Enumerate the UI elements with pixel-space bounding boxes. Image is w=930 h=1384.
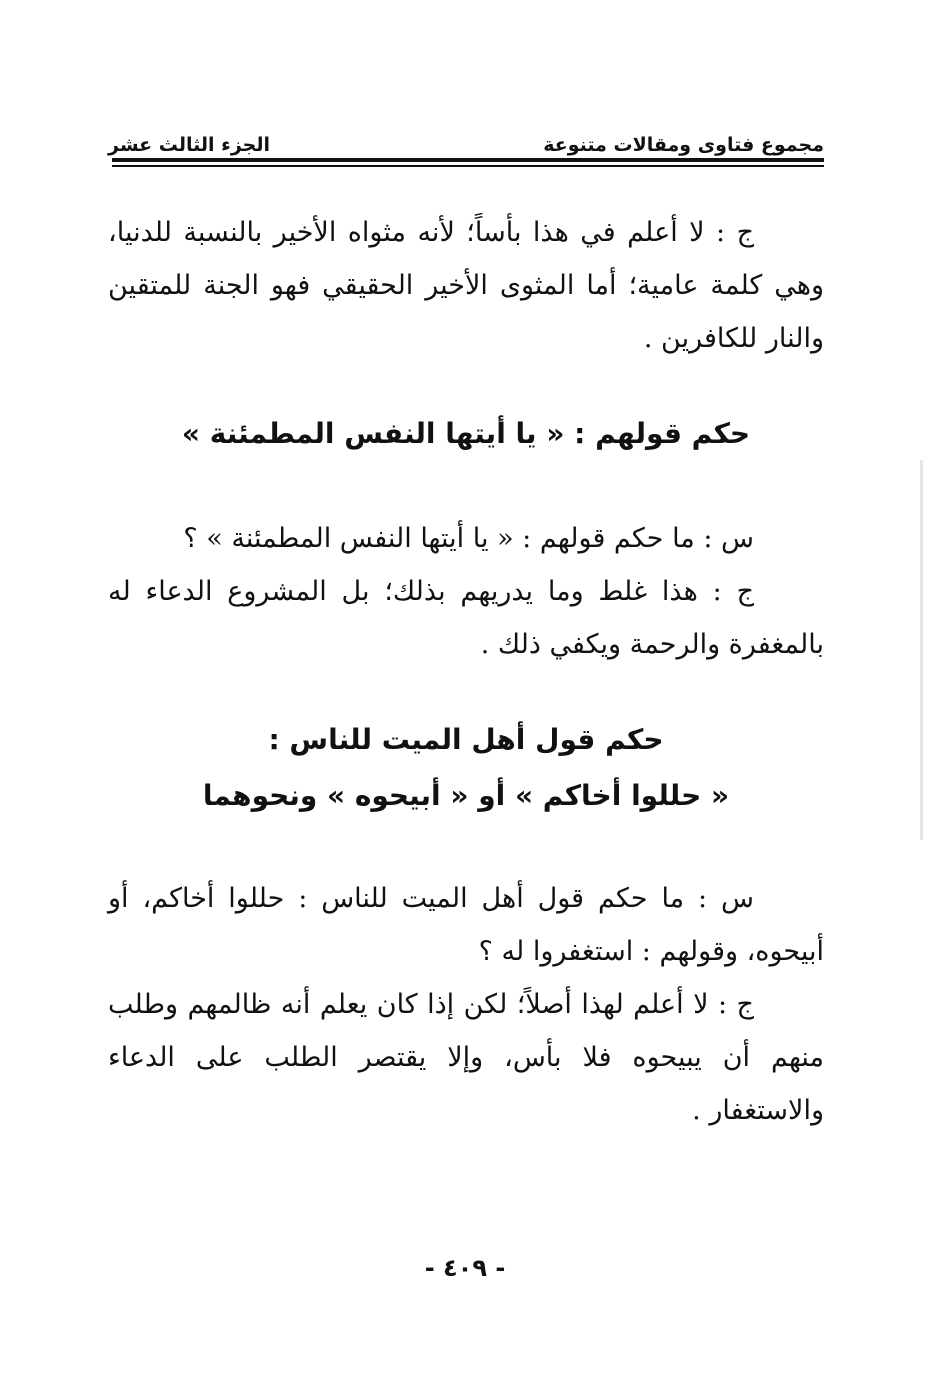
section2-body — [108, 512, 824, 671]
section1-answer: ج : لا أعلم في هذا بأساً؛ لأنه مثواه الأخير بالنسبة للدنيا، وهي كلمة عامية؛ أما المثوى الأخير الحقيقي فهو الجنة للمتقين والنار للكافرين . — [108, 217, 824, 354]
section3-heading-line2: « حللوا أخاكم » أو « أبيحوه » ونحوهما — [202, 779, 730, 812]
book-title: مجموع فتاوى ومقالات متنوعة — [543, 134, 824, 156]
section3-body — [108, 872, 824, 1137]
section1-body — [108, 206, 824, 365]
header-rule-thick — [112, 158, 824, 162]
section3-question: س : ما حكم قول أهل الميت للناس : حللوا أخاكم، أو أبيحوه، وقولهم : استغفروا له ؟ — [108, 883, 824, 967]
section3-answer: ج : لا أعلم لهذا أصلاً؛ لكن إذا كان يعلم أنه ظالمهم وطلب منهم أن يبيحوه فلا بأس، وإلا يقتصر الطلب على الدعاء والاستغفار . — [108, 989, 824, 1126]
volume-label: الجزء الثالث عشر — [108, 134, 271, 156]
section2-answer: ج : هذا غلط وما يدريهم بذلك؛ بل المشروع الدعاء له بالمغفرة والرحمة ويكفي ذلك . — [108, 576, 824, 660]
running-header — [108, 118, 824, 156]
section2-question: س : ما حكم قولهم : « يا أيتها النفس المطمئنة » ؟ — [183, 523, 754, 554]
page-number: - ٤٠٩ - — [424, 1254, 506, 1282]
header-rule-thin — [112, 165, 824, 167]
section3-heading-line1: حكم قول أهل الميت للناس : — [268, 723, 664, 756]
page-edge-shadow — [920, 460, 923, 840]
section2-heading: حكم قولهم : « يا أيتها النفس المطمئنة » — [181, 417, 751, 450]
